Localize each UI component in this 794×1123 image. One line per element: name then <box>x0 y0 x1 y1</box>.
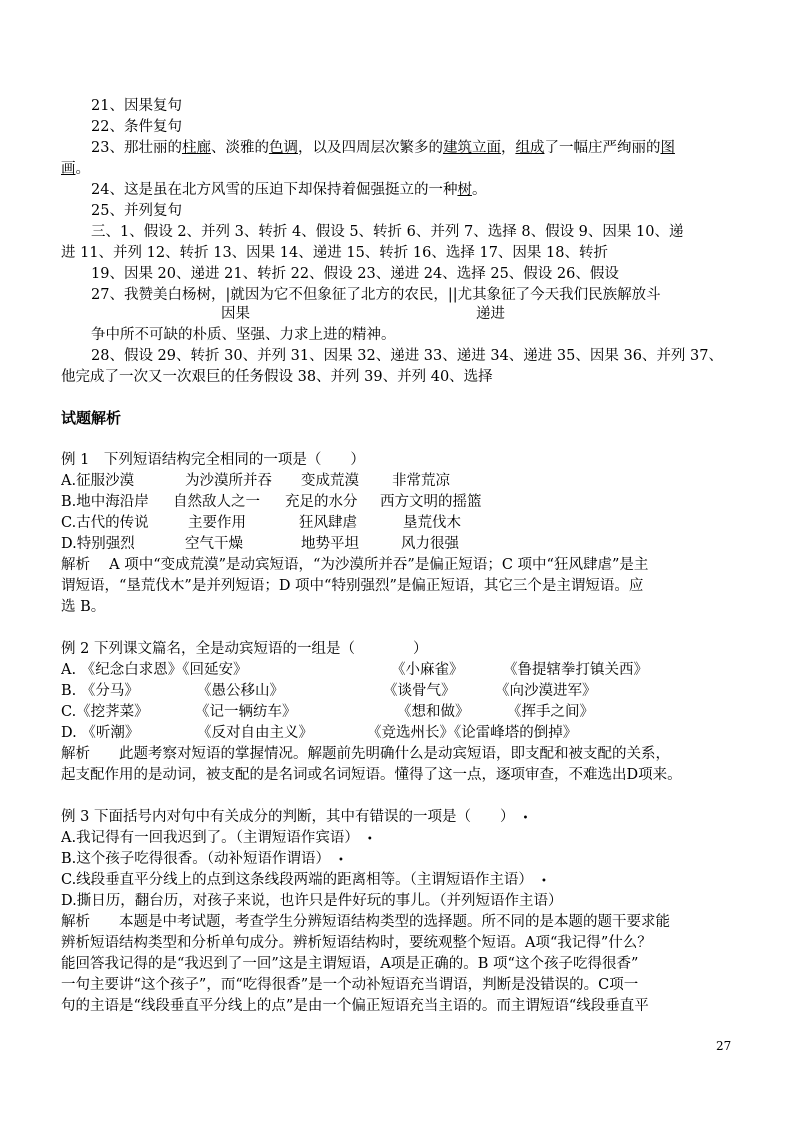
bullet-dot: • <box>338 855 344 866</box>
ex2-option-d: D. 《听潮》 《反对自由主义》 《竞选州长》《论雷峰塔的倒掉》 <box>61 725 578 741</box>
ex2-question: 例 2 下列课文篇名，全是动宾短语的一组是（ ） <box>61 641 428 657</box>
ex3-solution-3: 能回答我记得的是“我迟到了一回”这是主谓短语，A项是正确的。B 项“这个孩子吃得很香” <box>61 956 639 972</box>
answer-line-3b: 进 11、并列 12、转折 13、因果 14、递进 15、转折 16、选择 17、因果 18、转折 <box>61 245 608 261</box>
ex1-question: 例 1 下列短语结构完全相同的一项是（ ） <box>61 452 365 468</box>
underlined-word: 柱廊 <box>181 140 211 156</box>
underlined-word: 组成 <box>515 140 545 156</box>
underlined-word: 色调 <box>268 140 298 156</box>
label-progressive: 递进 <box>476 306 505 322</box>
ex3-solution-1: 解析 本题是中考试题，考查学生分辨短语结构类型的选择题。所不同的是本题的题干要求能 <box>61 914 670 930</box>
answer-line-27-cont: 争中所不可缺的朴质、坚强、力求上进的精神。 <box>91 327 396 343</box>
ex3-option-d: D.撕日历，翻台历，对孩子来说，也许只是件好玩的事儿。（并列短语作主语） <box>61 893 563 909</box>
label-causal: 因果 <box>221 306 250 322</box>
bullet-dot: • <box>522 813 529 824</box>
ex3-option-b: B.这个孩子吃得很香。（动补短语作谓语） • <box>61 851 344 867</box>
underlined-word: 图 <box>660 140 675 156</box>
ex1-solution-1: 解析 A 项中“变成荒漠”是动宾短语，“为沙漠所并吞”是偏正短语；C 项中“狂风肆虐”是主 <box>61 557 649 573</box>
ex2-solution-1: 解析 此题考察对短语的掌握情况。解题前先明确什么是动宾短语，即支配和被支配的关系， <box>61 746 670 762</box>
underlined-word: 画 <box>61 161 76 177</box>
answer-line-24: 24、这是虽在北方风雪的压迫下却保持着倔强挺立的一种树。 <box>91 182 487 198</box>
ex1-option-b: B.地中海沿岸 自然敌人之一 充足的水分 西方文明的摇篮 <box>61 494 482 510</box>
ex3-solution-4: 一句主要讲“这个孩子”，而“吃得很香”是一个动补短语充当谓语，判断是没错误的。C项一 <box>61 977 639 993</box>
ex2-option-a: A. 《纪念白求恩》《回延安》 《小麻雀》 《鲁提辖拳打镇关西》 <box>61 662 648 678</box>
ex3-question: 例 3 下面括号内对句中有关成分的判断，其中有错误的一项是（ ） • <box>61 809 529 825</box>
bullet-dot: • <box>540 876 547 887</box>
underlined-word: 树 <box>457 182 472 198</box>
answer-line-19: 19、因果 20、递进 21、转折 22、假设 23、递进 24、选择 25、假设 26、假设 <box>91 266 619 282</box>
ex1-option-a: A.征服沙漠 为沙漠所并吞 变成荒漠 非常荒凉 <box>61 473 450 489</box>
underlined-word: 建筑立面 <box>442 140 501 156</box>
ex3-option-a: A.我记得有一回我迟到了。（主谓短语作宾语） • <box>61 830 373 846</box>
answer-line-28: 28、假设 29、转折 30、并列 31、因果 32、递进 33、递进 34、递进 35、因果 36、并列 37、 <box>91 348 723 364</box>
answer-line-27: 27、我赞美白杨树，|就因为它不但象征了北方的农民，||尤其象征了今天我们民族解放斗 <box>91 287 661 303</box>
ex3-option-c: C.线段垂直平分线上的点到这条线段两端的距离相等。（主谓短语作主语） • <box>61 872 547 888</box>
answer-line-23: 23、那壮丽的柱廊、淡雅的色调，以及四周层次繁多的建筑立面，组成了一幅庄严绚丽的图 <box>91 140 675 156</box>
ex1-option-d: D.特别强烈 空气干燥 地势平坦 风力很强 <box>61 536 459 552</box>
ex1-solution-2: 谓短语，“垦荒伐木”是并列短语；D 项中“特别强烈”是偏正短语，其它三个是主谓短语。应 <box>61 578 644 594</box>
ex3-solution-2: 辨析短语结构类型和分析单句成分。辨析短语结构时，要统观整个短语。A项“我记得”什么？ <box>61 935 652 951</box>
answer-line-28-cont: 他完成了一次又一次艰巨的任务假设 38、并列 39、并列 40、选择 <box>61 369 493 385</box>
answer-line-21: 21、因果复句 <box>91 98 182 114</box>
ex3-solution-5: 句的主语是“线段垂直平分线上的点”是由一个偏正短语充当主语的。而主谓短语“线段垂直平 <box>61 998 649 1014</box>
answer-line-25: 25、并列复句 <box>91 203 182 219</box>
answer-line-22: 22、条件复句 <box>91 119 182 135</box>
section-title: 试题解析 <box>61 409 122 427</box>
answer-line-23-cont: 画。 <box>61 161 90 177</box>
ex2-option-b: B. 《分马》 《愚公移山》 《谈骨气》 《向沙漠进军》 <box>61 683 597 699</box>
page-number: 27 <box>716 1039 732 1053</box>
answer-line-3a: 三、1、假设 2、并列 3、转折 4、假设 5、转折 6、并列 7、选择 8、假设 9、因果 10、递 <box>91 224 684 240</box>
ex2-solution-2: 起支配作用的是动词，被支配的是名词或名词短语。懂得了这一点，逐项审查，不难选出D项来。 <box>61 767 682 783</box>
ex1-option-c: C.古代的传说 主要作用 狂风肆虐 垦荒伐木 <box>61 515 461 531</box>
ex2-option-c: C.《挖荠菜》 《记一辆纺车》 《想和做》 《挥手之间》 <box>61 704 594 720</box>
ex1-solution-3: 选 B。 <box>61 599 106 615</box>
bullet-dot: • <box>366 834 373 845</box>
